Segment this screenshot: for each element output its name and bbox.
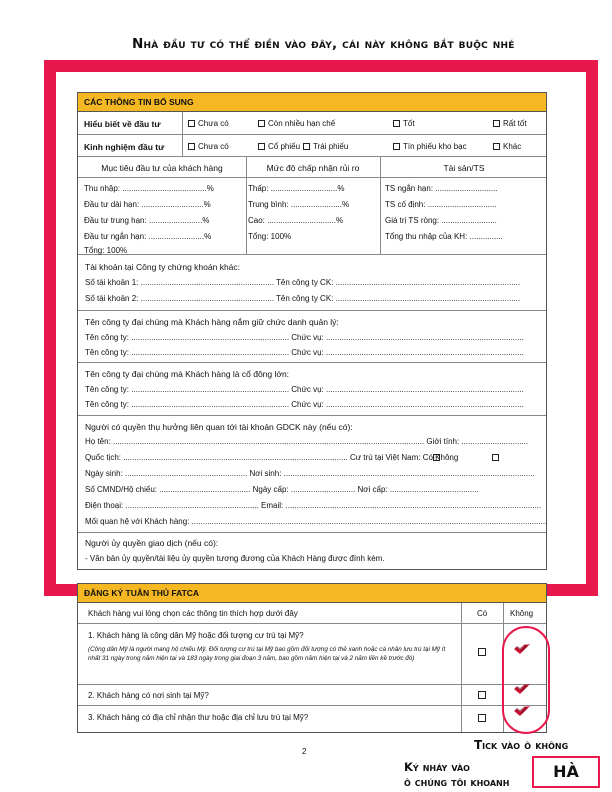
form-line[interactable]: Ngày sinh: ....................................................... Nơi sinh: .................................................................................................................	[85, 469, 535, 478]
shareholder-title: Tên công ty đại chúng mà Khách hàng là cổ đông lớn:	[85, 369, 290, 379]
knowledge-option[interactable]: Còn nhiều hạn chế	[258, 119, 335, 128]
knowledge-option[interactable]: Tốt	[393, 119, 415, 128]
other-accounts-title: Tài khoản tại Công ty chứng khoán khác:	[85, 262, 241, 272]
authorized-line: - Văn bản ủy quyền/tài liệu ủy quyền tương đương của Khách Hàng được đính kèm.	[85, 554, 385, 563]
form-line[interactable]: Tên công ty: ....................................................................... Chức vụ: .........................................................................................	[85, 385, 524, 394]
form-line[interactable]: Số tài khoản 2: ............................................................ Tên công ty CK: ...................................................................................	[85, 294, 521, 303]
col-yes: Có	[477, 609, 488, 618]
form-line[interactable]: Tên công ty: ....................................................................... Chức vụ: .........................................................................................	[85, 333, 524, 342]
experience-option[interactable]: Chưa có	[188, 142, 229, 151]
fatca-column-row	[78, 603, 546, 624]
page-number: 2	[302, 747, 307, 756]
goal-total: Tổng: 100%	[84, 246, 128, 255]
highlight-oval	[502, 626, 550, 734]
sign-note: Ký nháy vào ô chúng tôi khoanh	[404, 760, 510, 789]
knowledge-option[interactable]: Chưa có	[188, 119, 229, 128]
question-text: 2. Khách hàng có nơi sinh tại Mỹ?	[88, 691, 209, 700]
experience-option[interactable]: Cổ phiếu	[258, 142, 300, 151]
assets-header: Tài sản/TS	[443, 163, 485, 173]
management-title: Tên công ty đại chúng mà Khách hàng nắm giữ chức danh quản lý:	[85, 317, 339, 327]
authorized-title: Người ủy quyền giao dịch (nếu có):	[85, 538, 219, 548]
beneficiary-title: Người có quyền thụ hưởng liên quan tới tài khoản GDCK này (nếu có):	[85, 422, 353, 432]
form-line[interactable]: Họ tên: ............................................................................................................................................ Giới tính: ..............................	[85, 437, 529, 446]
risk-line[interactable]: Cao: ...............................%	[248, 216, 344, 225]
form-line[interactable]: Số CMND/Hộ chiếu: ......................................... Ngày cấp: ............................. Nơi cấp: ........................................	[85, 485, 479, 494]
section-header: CÁC THÔNG TIN BỔ SUNG	[78, 93, 546, 112]
goals-header: Mục tiêu đầu tư của khách hàng	[101, 163, 223, 173]
experience-option[interactable]: Khác	[493, 142, 521, 151]
asset-line[interactable]: Giá trị TS ròng: .........................	[385, 216, 497, 225]
question-text: 3. Khách hàng có địa chỉ nhận thư hoặc địa chỉ lưu trú tại Mỹ?	[88, 713, 309, 722]
form-line[interactable]: Quốc tịch: ..................................................................................................... Cư trú tại Việt Nam: Có Không	[85, 453, 459, 462]
goal-line[interactable]: Đầu tư dài hạn: ............................%	[84, 200, 211, 209]
experience-label: Kinh nghiệm đầu tư	[84, 142, 165, 152]
goal-line[interactable]: Thu nhập: ......................................%	[84, 184, 214, 193]
asset-line[interactable]: TS cố định: ...............................	[385, 200, 497, 209]
fatca-question-1	[78, 624, 546, 685]
signature-box[interactable]: HÀ	[532, 756, 600, 788]
form-line[interactable]: Điện thoại: ............................................................ Email: ...................................................................................................................	[85, 501, 542, 510]
knowledge-option[interactable]: Rất tốt	[493, 119, 527, 128]
form-line[interactable]: Tên công ty: ....................................................................... Chức vụ: .........................................................................................	[85, 348, 524, 357]
risk-header: Mức độ chấp nhận rủi ro	[266, 163, 360, 173]
yes-checkbox[interactable]	[478, 714, 486, 722]
goal-line[interactable]: Đầu tư trung hạn: ........................%	[84, 216, 210, 225]
goal-line[interactable]: Đầu tư ngắn hạn: .........................%	[84, 232, 212, 241]
fatca-section	[77, 583, 547, 733]
risk-line[interactable]: Trung bình: .......................%	[248, 200, 350, 209]
asset-line[interactable]: Tổng thu nhập của KH: ...............	[385, 232, 503, 241]
col-no: Không	[510, 609, 534, 618]
fatca-question-3	[78, 706, 546, 733]
fatca-question-2	[78, 685, 546, 706]
knowledge-label: Hiểu biết về đầu tư	[84, 119, 161, 129]
highlight-frame	[44, 60, 598, 596]
yes-checkbox[interactable]	[478, 691, 486, 699]
fatca-header: ĐĂNG KÝ TUÂN THỦ FATCA	[78, 584, 546, 603]
risk-line[interactable]: Thấp: ..............................%	[248, 184, 345, 193]
experience-option[interactable]: Trái phiếu	[303, 142, 348, 151]
yes-checkbox[interactable]	[478, 648, 486, 656]
question-text: 1. Khách hàng là công dân Mỹ hoặc đối tượng cư trú tại Mỹ?	[88, 631, 304, 640]
question-note: (Công dân Mỹ là người mang hộ chiếu Mỹ. Đối tượng cư trú tại Mỹ bao gồm đối tượng có thẻ xanh hoặc cá nhân lưu trú tại Mỹ ít nhất 31 ngày trong năm hiện tại và 183 ngày trong giai đoạn 3 năm, bao gồm năm hiện tại và 2 năm liền kề trước đó)	[88, 646, 446, 662]
asset-line[interactable]: TS ngắn hạn: ............................	[385, 184, 498, 193]
form-line[interactable]: Mối quan hệ với Khách hàng: ................................................................................................................................................................	[85, 517, 548, 526]
fatca-instruction: Khách hàng vui lòng chọn các thông tin thích hợp dưới đây	[88, 609, 298, 618]
form-line[interactable]: Số tài khoản 1: ............................................................ Tên công ty CK: ...................................................................................	[85, 278, 521, 287]
form-line[interactable]: Tên công ty: ....................................................................... Chức vụ: .........................................................................................	[85, 400, 524, 409]
instruction-note: Nhà đầu tư có thể điền vào đây, cái này không bắt buộc nhé	[132, 36, 515, 52]
tick-note: Tick vào ô không	[474, 738, 569, 752]
risk-total: Tổng: 100%	[248, 232, 292, 241]
experience-option[interactable]: Tín phiếu kho bạc	[393, 142, 467, 151]
